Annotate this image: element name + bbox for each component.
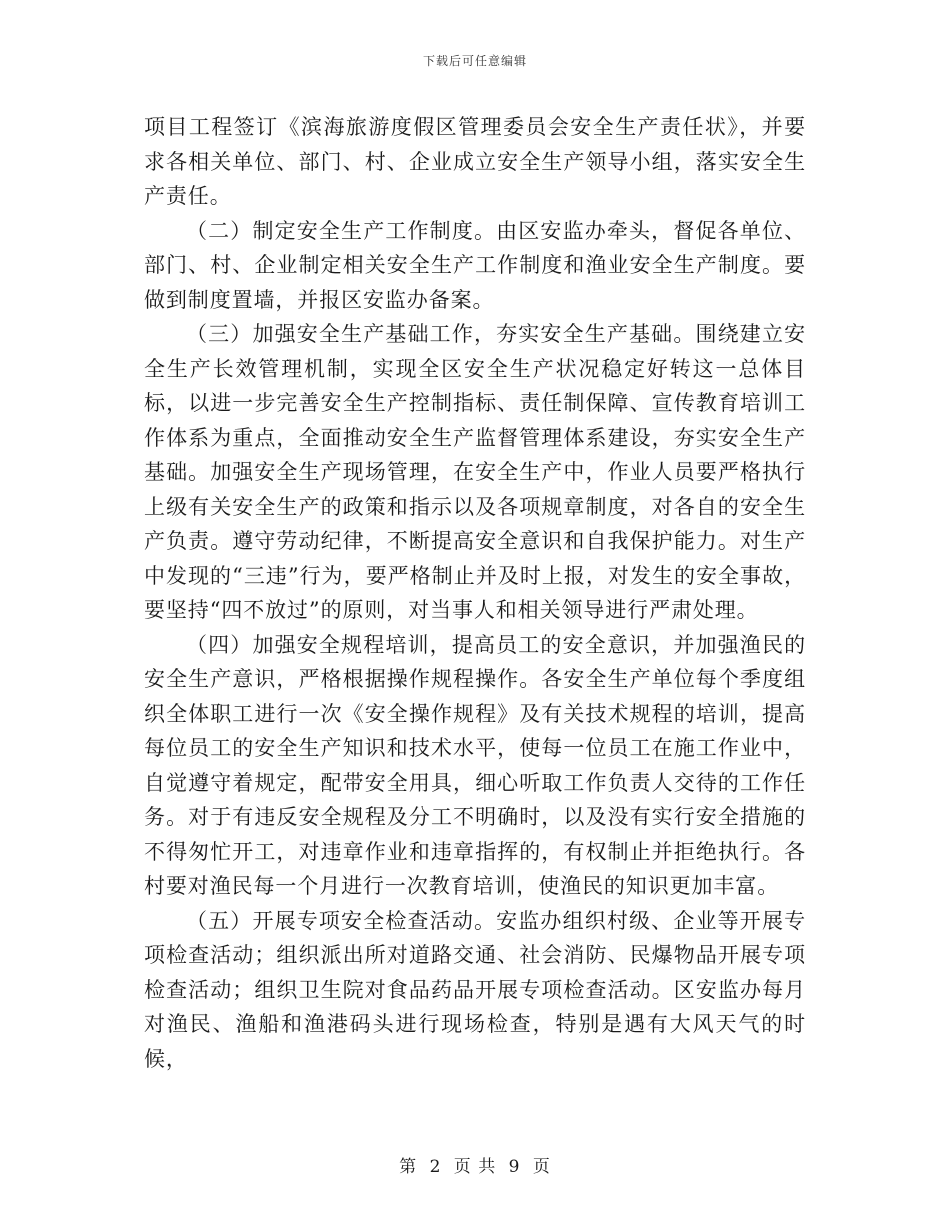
paragraph-section-3: （三）加强安全生产基础工作，夯实安全生产基础。围绕建立安全生产长效管理机制，实现全区安全生产状况稳定好转这一总体目标，以进一步完善安全生产控制指标、责任制保障、宣传教育培训工作体系为重点，全面推动安全生产监督管理体系建设，夯实安全生产基础。加强安全生产现场管理，在安全生产中，作业人员要严格执行上级有关安全生产的政策和指示以及各项规章制度，对各自的安全生产负责。遵守劳动纪律，不断提高安全意识和自我保护能力。对生产中发现的“三违”行为，要严格制止并及时上报，对发生的安全事故，要坚持“四不放过”的原则，对当事人和相关领导进行严肃处理。 (144, 322, 806, 622)
footer-total-pages: 9 (508, 1157, 521, 1177)
paragraph-section-5: （五）开展专项安全检查活动。安监办组织村级、企业等开展专项检查活动；组织派出所对道路交通、社会消防、民爆物品开展专项检查活动；组织卫生院对食品药品开展专项检查活动。区安监办每月对渔民、渔船和渔港码头进行现场检查，特别是遇有大风天气的时候， (144, 908, 806, 1071)
header-note: 下载后可任意编辑 (422, 54, 527, 68)
footer-middle: 页 共 (453, 1157, 497, 1177)
footer-current-page: 2 (429, 1157, 442, 1177)
page-footer (0, 1152, 950, 1177)
paragraph-section-2: （二）制定安全生产工作制度。由区安监办牵头，督促各单位、部门、村、企业制定相关安全生产工作制度和渔业安全生产制度。要做到制度置墙，并报区安监办备案。 (144, 218, 806, 312)
footer-prefix: 第 (399, 1157, 418, 1177)
paragraph-continuation: 项目工程签订《滨海旅游度假区管理委员会安全生产责任状》，并要求各相关单位、部门、村、企业成立安全生产领导小组，落实安全生产责任。 (144, 115, 806, 208)
body-text (144, 110, 806, 1076)
footer-suffix: 页 (532, 1157, 551, 1177)
paragraph-section-4: （四）加强安全规程培训，提高员工的安全意识，并加强渔民的安全生产意识，严格根据操作规程操作。各安全生产单位每个季度组织全体职工进行一次《安全操作规程》及有关技术规程的培训，提高每位员工的安全生产知识和技术水平，使每一位员工在施工作业中，自觉遵守着规定，配带安全用具，细心听取工作负责人交待的工作任务。对于有违反安全规程及分工不明确时，以及没有实行安全措施的不得匆忙开工，对违章作业和违章指挥的，有权制止并拒绝执行。各村要对渔民每一个月进行一次教育培训，使渔民的知识更加丰富。 (144, 632, 806, 898)
